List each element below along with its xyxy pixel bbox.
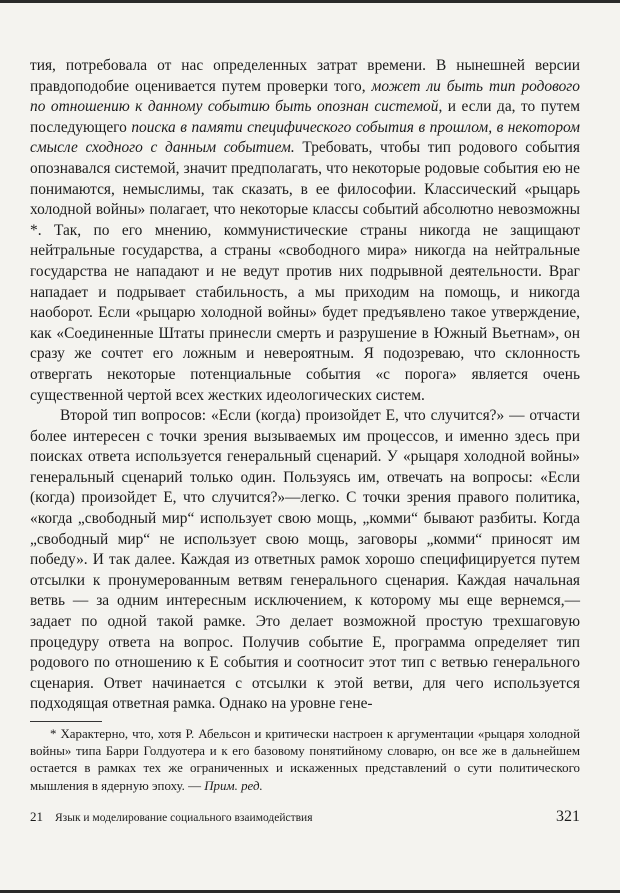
main-text: [30, 56, 580, 715]
paragraph-1-text-b: , и если да, то путем последующего: [30, 98, 580, 136]
top-edge-line: [0, 0, 620, 3]
footnote: [30, 726, 580, 795]
footnote-editor-note: Прим. ред.: [204, 778, 263, 793]
paragraph-1-text-a: тия, потребовала от нас определенных затрат времени. В нынешней версии правдоподобие оценивается путем проверки того,: [30, 57, 580, 95]
page-number: 321: [556, 808, 580, 825]
page-footer: [30, 808, 580, 826]
footnote-text: * Характерно, что, хотя Р. Абельсон и критически настроен к аргументации «рыцаря холодной войны» типа Барри Голдуотера и к его базовому понятийному словарю, он все же в дальнейшем остается в рамках тех же ограниченных и искаженных представлений о сути политического мышления в ядерную эпоху. —: [30, 727, 580, 793]
footer-book-title: Язык и моделирование социального взаимодействия: [55, 812, 313, 824]
paragraph-1-italic-b: поиска в памяти специфического события в прошлом, в некотором смысле сходного с данным событием.: [30, 118, 580, 157]
paragraph-1-italic-a: может ли быть тип родового по отношению к данному событию быть опознан системой: [30, 77, 580, 116]
paragraph-1: [30, 56, 580, 406]
footnote-separator: [30, 721, 102, 722]
signature-number: 21: [30, 809, 43, 824]
paragraph-1-text-c: Требовать, чтобы тип родового события опознавался системой, значит предполагать, что некоторые родовые события ею не понимаются, немыслимы, так сказать, в ее философии. Классический «рыцарь холодной войны» полагает, что некоторые классы событий абсолютно невозможны *. Так, по его мнению, коммунистические страны никогда не защищают нейтральные государства, а страны «свободного мира» никогда на нейтральные государства не нападают и не ведут против них подрывной деятельности. Враг нападает и подрывает стабильность, а мы приходим на помощь, и никогда наоборот. Если «рыцарю холодной войны» будет предъявлено такое утверждение, как «Соединенные Штаты принесли смерть и разрушение в Южный Вьетнам», он сразу же сочтет его ложным и невероятным. Я подозреваю, что склонность отвергать некоторые потенциальные события «с порога» является очень существенной чертой всех жестких идеологических систем.: [30, 139, 580, 404]
paragraph-2: Второй тип вопросов: «Если (когда) произойдет Е, что случится?» — отчасти более интересен с точки зрения вызываемых им процессов, и именно здесь при поисках ответа используется генеральный сценарий. У «рыцаря холодной войны» генеральный сценарий только один. Пользуясь им, отвечать на вопросы: «Если (когда) произойдет Е, что случится?»—легко. С точки зрения правого политика, «когда „свободный мир“ использует свою мощь, „комми“ бывают разбиты. Когда „свободный мир“ не использует свою мощь, заговоры „комми“ приносят им победу». И так далее. Каждая из ответных рамок хорошо специфицируется путем отсылки к пронумерованным ветвям генерального сценария. Каждая начальная ветвь — за одним интересным исключением, к которому мы еще вернемся,— задает по одной такой рамке. Это делает возможной простую трехшаговую процедуру ответа на вопрос. Получив событие Е, программа определяет тип родового по отношению к Е события и соотносит этот тип с ветвью генерального сценария. Ответ начинается с отсылки к этой ветви, для чего используется подходящая ответная рамка. Однако на уровне гене-: [30, 407, 580, 713]
